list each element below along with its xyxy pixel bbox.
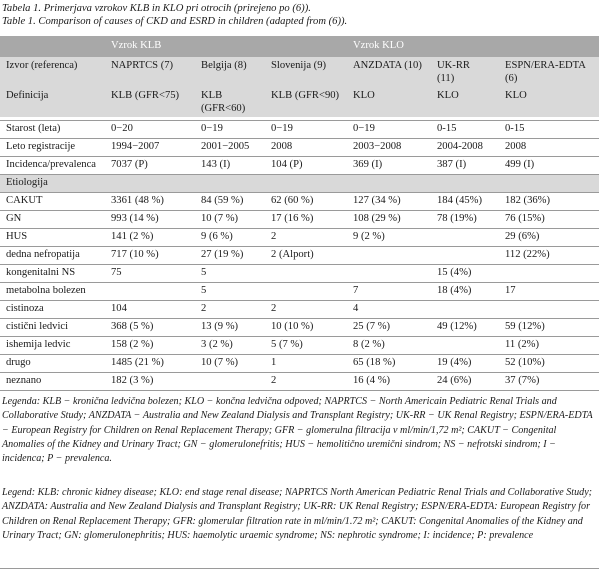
table-cell <box>347 247 431 265</box>
etiology-row <box>0 319 599 337</box>
legend-slovenian: Legenda: KLB − kronična ledvična bolezen; KLO − končna ledvična odpoved; NAPRTCS − North Americain Pediatric Renal Trials and Collaborative Study; ANZDATA − Australia and New Zealand Dialysis and Transplant Registry; UK-RR − UK Renal Registry; ESPN/ERA-EDTA − European Registry for Children on Renal Replacement Therapy; GFR − glomerulna filtracija v ml/min/1,72 m²; CAKUT − Congenital Anomalies of the Kidney and Urinary Tract; GN − glomerulonefritis; HUS − hemolitično uremični sindrom; NS − nefrotski sindrom; I − incidenca; P − prevalenca. <box>2 396 593 465</box>
table-cell: 2008 <box>499 139 599 157</box>
table-cell: 27 (19 %) <box>195 247 265 265</box>
table-cell: 19 (4%) <box>431 355 499 373</box>
table-cell: 108 (29 %) <box>347 211 431 229</box>
table-cell: 75 <box>105 265 195 283</box>
table-cell: 127 (34 %) <box>347 193 431 211</box>
table-cell: 143 (I) <box>195 157 265 175</box>
table-cell <box>195 36 265 57</box>
table-cell: 11 (2%) <box>499 337 599 355</box>
table-cell: 2008 <box>265 139 347 157</box>
table-cell: 59 (12%) <box>499 319 599 337</box>
table-cell <box>499 301 599 319</box>
definition-header-row <box>0 87 599 117</box>
table-cell: 158 (2 %) <box>105 337 195 355</box>
table-cell: 184 (45%) <box>431 193 499 211</box>
etiology-row <box>0 355 599 373</box>
row-label-cell: kongenitalni NS <box>0 265 105 283</box>
table-cell: KLB (GFR<75) <box>105 87 195 117</box>
table-cell: 9 (6 %) <box>195 229 265 247</box>
table-cell: 17 <box>499 283 599 301</box>
table-cell: 9 (2 %) <box>347 229 431 247</box>
table-captions <box>2 2 347 28</box>
info-row <box>0 157 599 175</box>
row-label-cell: Definicija <box>0 87 105 117</box>
table-cell: 8 (2 %) <box>347 337 431 355</box>
table-cell: 7037 (P) <box>105 157 195 175</box>
table-cell: 25 (7 %) <box>347 319 431 337</box>
table-cell: 717 (10 %) <box>105 247 195 265</box>
table-cell <box>265 36 347 57</box>
row-label-cell: cistični ledvici <box>0 319 105 337</box>
table-cell <box>431 229 499 247</box>
table-cell: 2 <box>265 229 347 247</box>
table-cell <box>431 337 499 355</box>
row-label-cell: HUS <box>0 229 105 247</box>
table-cell: 104 (P) <box>265 157 347 175</box>
row-label-cell <box>0 36 105 57</box>
table-cell: 18 (4%) <box>431 283 499 301</box>
row-label-cell: CAKUT <box>0 193 105 211</box>
row-label-cell: Incidenca/prevalenca <box>0 157 105 175</box>
section-label: Etiologija <box>0 175 599 193</box>
row-label-cell: Leto registracije <box>0 139 105 157</box>
table-cell: 76 (15%) <box>499 211 599 229</box>
table-cell: 13 (9 %) <box>195 319 265 337</box>
etiology-row <box>0 301 599 319</box>
table-cell <box>499 36 599 57</box>
table-cell: 2 <box>265 301 347 319</box>
row-label-cell: dedna nefropatija <box>0 247 105 265</box>
table-cell: 49 (12%) <box>431 319 499 337</box>
table-cell: 993 (14 %) <box>105 211 195 229</box>
row-label-cell: ishemija ledvic <box>0 337 105 355</box>
table-cell: 0−20 <box>105 121 195 139</box>
table-cell: 24 (6%) <box>431 373 499 391</box>
etiology-row <box>0 337 599 355</box>
group-header-row <box>0 36 599 57</box>
table-cell: 0−19 <box>265 121 347 139</box>
table-cell <box>431 36 499 57</box>
table-cell: 10 (7 %) <box>195 211 265 229</box>
table-cell: ESPN/ERA-EDTA (6) <box>499 57 599 87</box>
table-cell: KLO <box>499 87 599 117</box>
table-cell: 0-15 <box>431 121 499 139</box>
caption-english: Table 1. Comparison of causes of CKD and ESRD in children (adapted from (6)). <box>2 16 348 27</box>
row-label-cell: Izvor (referenca) <box>0 57 105 87</box>
row-label-cell: Starost (leta) <box>0 121 105 139</box>
table-cell: KLB (GFR<60) <box>195 87 265 117</box>
table-cell: 141 (2 %) <box>105 229 195 247</box>
source-header-row <box>0 57 599 87</box>
table-cell: 5 <box>195 265 265 283</box>
table-cell: 182 (3 %) <box>105 373 195 391</box>
table-cell: KLO <box>347 87 431 117</box>
etiology-row <box>0 193 599 211</box>
table-cell: 3 (2 %) <box>195 337 265 355</box>
table-cell: NAPRTCS (7) <box>105 57 195 87</box>
table-cell <box>105 283 195 301</box>
table-cell: 78 (19%) <box>431 211 499 229</box>
table-cell: 2 <box>265 373 347 391</box>
table-cell: 7 <box>347 283 431 301</box>
row-label-cell: cistinoza <box>0 301 105 319</box>
table-cell: 84 (59 %) <box>195 193 265 211</box>
table-cell <box>265 265 347 283</box>
comparison-table <box>0 36 599 391</box>
bottom-rule <box>0 568 599 569</box>
table-cell: 1994−2007 <box>105 139 195 157</box>
table-cell <box>347 265 431 283</box>
table-cell: 52 (10%) <box>499 355 599 373</box>
table-cell: 65 (18 %) <box>347 355 431 373</box>
table-cell: Vzrok KLO <box>347 36 431 57</box>
etiology-row <box>0 211 599 229</box>
table-cell: Vzrok KLB <box>105 36 195 57</box>
table-cell: 182 (36%) <box>499 193 599 211</box>
table-cell: KLO <box>431 87 499 117</box>
etiology-row <box>0 265 599 283</box>
table-cell: 112 (22%) <box>499 247 599 265</box>
table-cell: 17 (16 %) <box>265 211 347 229</box>
table-cell: 4 <box>347 301 431 319</box>
caption-slovenian: Tabela 1. Primerjava vzrokov KLB in KLO pri otrocih (prirejeno po (6)). <box>2 3 311 14</box>
table-cell <box>265 283 347 301</box>
table-cell: 5 (7 %) <box>265 337 347 355</box>
row-label-cell: neznano <box>0 373 105 391</box>
table-cell: Belgija (8) <box>195 57 265 87</box>
table-cell: 1485 (21 %) <box>105 355 195 373</box>
table-cell: 0-15 <box>499 121 599 139</box>
etiology-row <box>0 373 599 391</box>
etiology-row <box>0 283 599 301</box>
table-cell: 2003−2008 <box>347 139 431 157</box>
table-cell: 15 (4%) <box>431 265 499 283</box>
table-body <box>0 36 599 391</box>
table-cell: 5 <box>195 283 265 301</box>
table-cell: 62 (60 %) <box>265 193 347 211</box>
table-cell: 369 (I) <box>347 157 431 175</box>
info-row <box>0 121 599 139</box>
table-cell <box>431 247 499 265</box>
table-cell: 16 (4 %) <box>347 373 431 391</box>
table-cell: 2004-2008 <box>431 139 499 157</box>
table-cell: 37 (7%) <box>499 373 599 391</box>
table-cell: 0−19 <box>195 121 265 139</box>
table-cell: 10 (10 %) <box>265 319 347 337</box>
table-cell: 104 <box>105 301 195 319</box>
legend-english: Legend: KLB: chronic kidney disease; KLO: end stage renal disease; NAPRTCS North American Pediatric Renal Trials and Collaborative Study; ANZDATA: Australia and New Zealand Dialysis and Transplant Registry; UK-RR: UK Renal Registry; ESPN/ERA-EDTA: European Registry for Children on Renal Replacement Therapy; GFR: glomerular filtration rate in ml/min/1.72 m²; CAKUT: Congenital Anomalies of the Kidney and Urinary Tract; GN: glomerulonephritis; HUS: haemolytic uraemic syndrome; NS: nephrotic syndrome; I: incidence; P: prevalence <box>2 487 593 541</box>
row-label-cell: GN <box>0 211 105 229</box>
etiology-row <box>0 247 599 265</box>
table-cell: 499 (I) <box>499 157 599 175</box>
table-cell: 2 (Alport) <box>265 247 347 265</box>
row-label-cell: metabolna bolezen <box>0 283 105 301</box>
table-cell: 368 (5 %) <box>105 319 195 337</box>
table-cell <box>499 265 599 283</box>
table-cell: 0−19 <box>347 121 431 139</box>
table-cell: UK-RR (11) <box>431 57 499 87</box>
table-cell: 2 <box>195 301 265 319</box>
table-cell: 10 (7 %) <box>195 355 265 373</box>
row-label-cell: drugo <box>0 355 105 373</box>
table-cell: 2001−2005 <box>195 139 265 157</box>
table-cell: 29 (6%) <box>499 229 599 247</box>
table-cell: KLB (GFR<90) <box>265 87 347 117</box>
table-cell <box>431 301 499 319</box>
etiology-section-row <box>0 175 599 193</box>
etiology-row <box>0 229 599 247</box>
table-cell: 3361 (48 %) <box>105 193 195 211</box>
table-cell: 1 <box>265 355 347 373</box>
info-row <box>0 139 599 157</box>
table-cell: ANZDATA (10) <box>347 57 431 87</box>
table-cell: 387 (I) <box>431 157 499 175</box>
table-cell: Slovenija (9) <box>265 57 347 87</box>
table-cell <box>195 373 265 391</box>
